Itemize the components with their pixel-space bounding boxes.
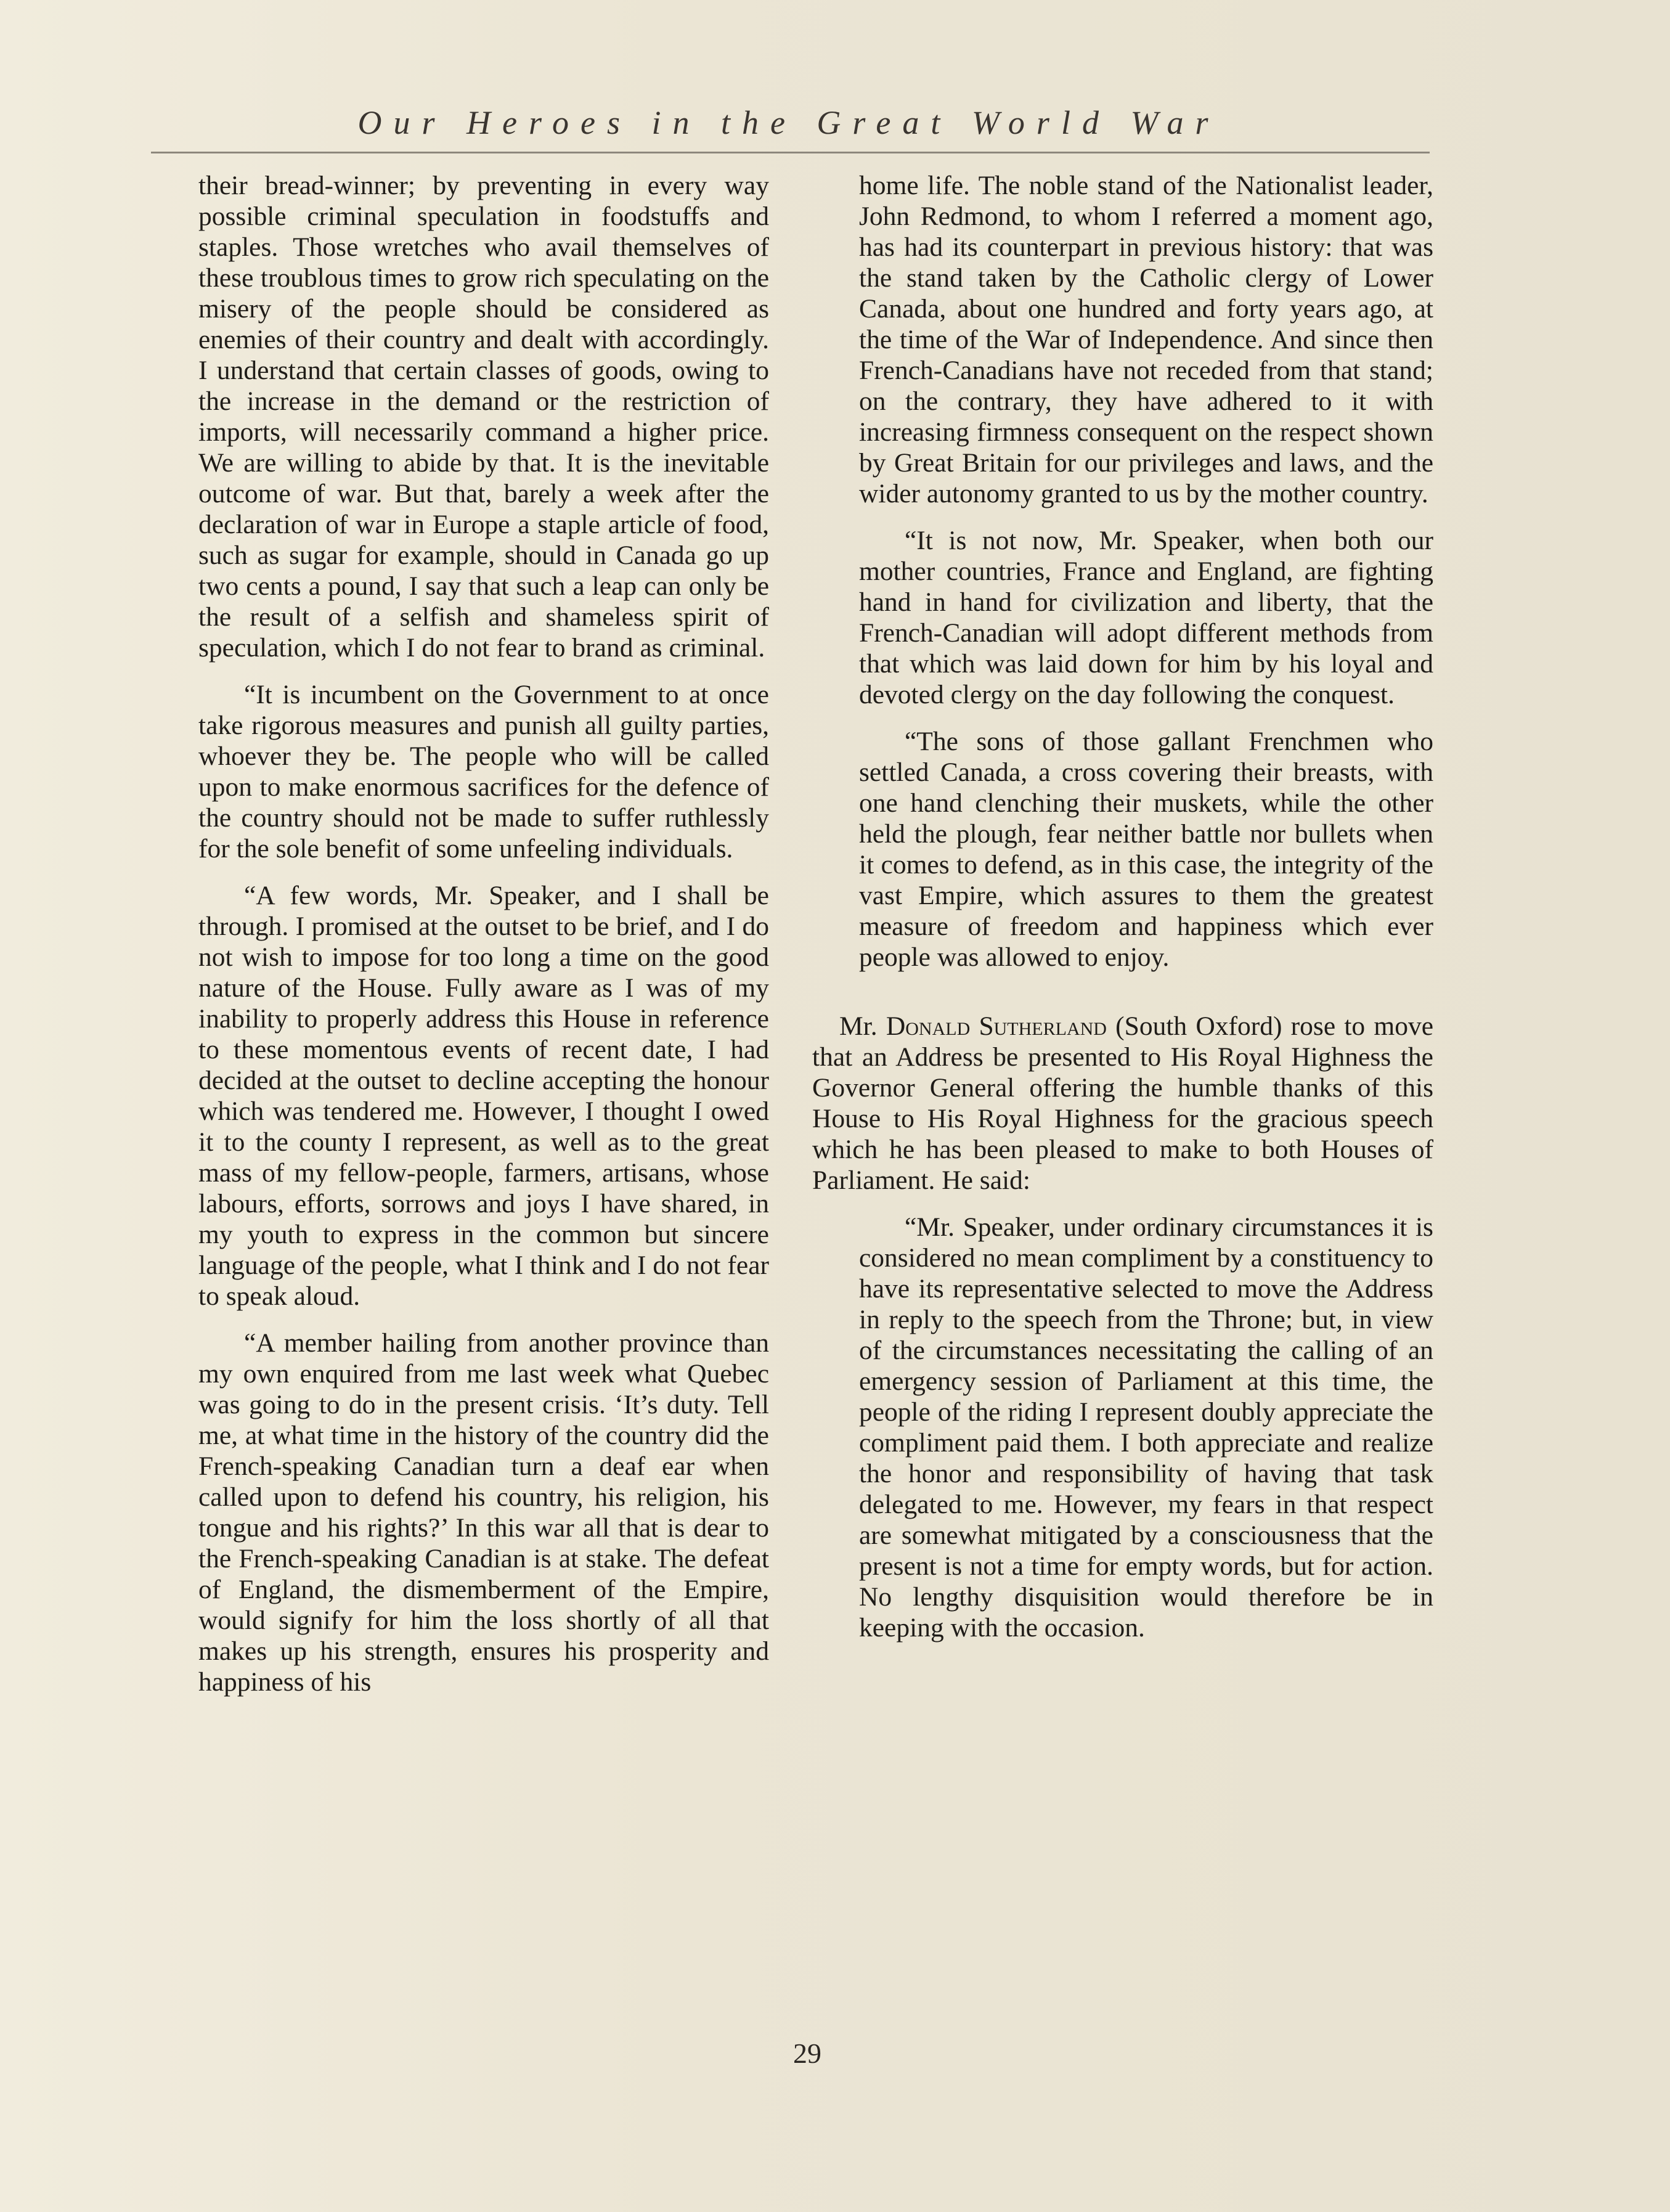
paragraph: “A member hailing from another province than my own enquired from me last week what Quebec was going to do in the present crisis. ‘It’s duty. Tell me, at what time in the history of the country did the French-speaking Canadian turn a deaf ear when called upon to defend his country, his religion, his tongue and his rights?’ In this war all that is dear to the French-speaking Canadian is at stake. The defeat of England, the dismemberment of the Empire, would signify for him the loss shortly of all that makes up his strength, ensures his prosperity and happiness of his xyxy=(198,1328,769,1697)
paragraph: “The sons of those gallant Frenchmen who settled Canada, a cross covering their breasts, with one hand clenching their muskets, while the other held the plough, fear neither battle nor bullets when it comes to defend, as in this case, the integrity of the vast Empire, which assures to them the greatest measure of freedom and happiness which ever people was allowed to enjoy. xyxy=(859,727,1433,972)
speaker-intro-text: (South Oxford) rose to move that an Address be presented to His Royal Highness the Governor General offering the humble thanks of this House to His Royal Highness for the gracious speech which he has been pleased to make to both Houses of Parliament. He said: xyxy=(812,1011,1434,1195)
right-column-quoted-block xyxy=(859,170,1433,973)
right-column xyxy=(812,170,1433,1659)
page-number: 29 xyxy=(793,2038,821,2069)
speech-block xyxy=(859,1212,1433,1643)
left-column xyxy=(198,170,769,1713)
paragraph: home life. The noble stand of the Nationalist leader, John Redmond, to whom I referred a moment ago, has had its counterpart in previous history: that was the stand taken by the Catholic clergy of Lower Canada, about one hundred and forty years ago, at the time of the War of Independence. And since then French-Canadians have not receded from that stand; on the contrary, they have adhered to it with increasing firmness consequent on the respect shown by Great Britain for our privileges and laws, and the wider autonomy granted to us by the mother country. xyxy=(859,171,1433,508)
speech-paragraph: “Mr. Speaker, under ordinary circumstances it is considered no mean compliment by a constituency to have its representative selected to move the Address in reply to the speech from the Throne; but, in view of the circumstances necessitating the calling of an emergency session of Parliament at this time, the people of the riding I represent doubly appreciate the compliment paid them. I both appreciate and realize the honor and responsibility of having that task delegated to me. However, my fears in that respect are somewhat mitigated by a consciousness that the present is not a time for empty words, but for action. No lengthy disquisition would therefore be in keeping with the occasion. xyxy=(859,1212,1433,1643)
paragraph: their bread-winner; by preventing in every way possible criminal speculation in foodstuffs and staples. Those wretches who avail themselves of these troublous times to grow rich speculating on the misery of the people should be considered as enemies of their country and dealt with accordingly. I understand that certain classes of goods, owing to the increase in the demand or the restriction of imports, will necessarily command a higher price. We are willing to abide by that. It is the inevitable outcome of war. But that, barely a week after the declaration of war in Europe a staple article of food, such as sugar for example, should in Canada go up two cents a pound, I say that such a leap can only be the result of a selfish and shameless spirit of speculation, which I do not fear to brand as criminal. xyxy=(198,171,769,663)
paragraph: “It is incumbent on the Government to at once take rigorous measures and punish all guilty parties, whoever they be. The people who will be called upon to make enormous sacrifices for the defence of the country should not be made to suffer ruthlessly for the sole benefit of some unfeeling individuals. xyxy=(198,680,769,863)
header-rule xyxy=(151,152,1430,153)
speaker-name: Donald Sutherland xyxy=(886,1011,1107,1041)
running-title: Our Heroes in the Great World War xyxy=(357,104,1220,141)
speaker-introduction xyxy=(812,1011,1433,1196)
speaker-prefix: Mr. xyxy=(839,1011,886,1041)
paragraph: “It is not now, Mr. Speaker, when both our mother countries, France and England, are fighting hand in hand for civilization and liberty, that the French-Canadian will adopt different methods from that which was laid down for him by his loyal and devoted clergy on the day following the conquest. xyxy=(859,526,1433,709)
paragraph: “A few words, Mr. Speaker, and I shall be through. I promised at the outset to be brief, and I do not wish to impose for too long a time on the good nature of the House. Fully aware as I was of my inability to properly address this House in reference to these momentous events of recent date, I had decided at the outset to decline accepting the honour which was tendered me. However, I thought I owed it to the county I represent, as well as to the great mass of my fellow-people, farmers, artisans, whose labours, efforts, sorrows and joys I have shared, in my youth to express in the common but sincere language of the people, what I think and I do not fear to speak aloud. xyxy=(198,881,769,1311)
